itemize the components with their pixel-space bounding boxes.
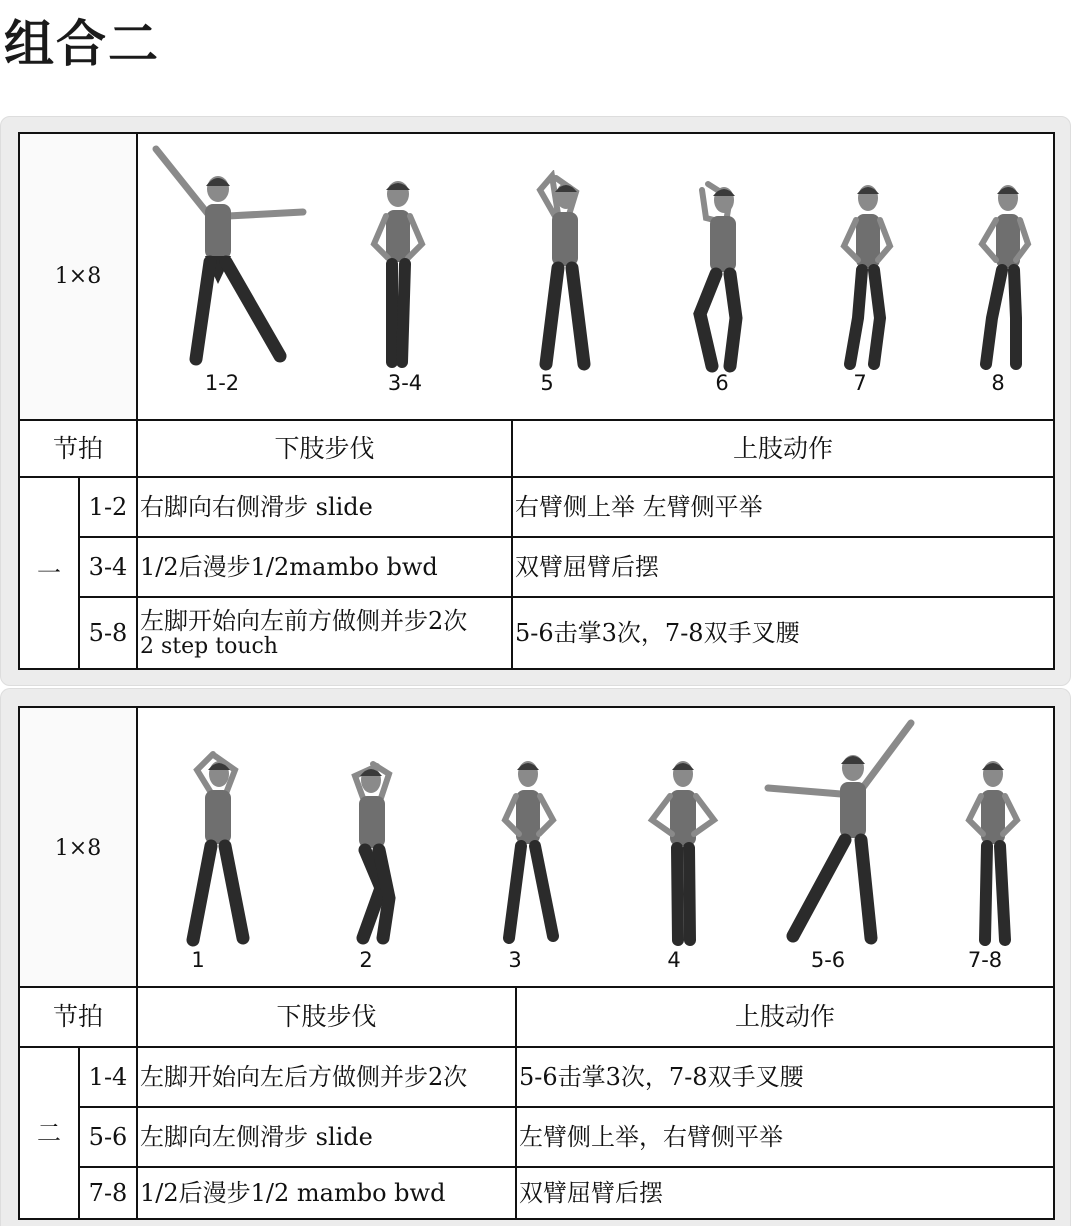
dancer-figure — [518, 170, 608, 374]
upper-limb-cell: 双臂屈臂后摆 — [512, 537, 1054, 597]
dancer-figure — [678, 178, 758, 374]
figure-beat-label: 3-4 — [387, 371, 423, 395]
figure-beat-label: 3 — [508, 948, 522, 972]
upper-limb-cell: 左臂侧上举，右臂侧平举 — [516, 1107, 1054, 1167]
beat-cell: 5-8 — [79, 597, 137, 669]
beat-header: 节拍 — [19, 987, 137, 1047]
photo-row — [18, 132, 1055, 421]
upper-limb-header: 上肢动作 — [512, 420, 1054, 477]
dancer-figure — [953, 754, 1033, 948]
combination-card-1 — [0, 116, 1071, 686]
steps-table — [18, 419, 1055, 670]
lower-limb-cell: 1/2后漫步1/2 mambo bwd — [137, 1167, 516, 1219]
lower-limb-cell: 右脚向右侧滑步 slide — [137, 477, 512, 537]
combination-card-2 — [0, 688, 1071, 1226]
table-row — [19, 1167, 1054, 1219]
upper-limb-cell: 5-6击掌3次，7-8双手叉腰 — [512, 597, 1054, 669]
photo-row — [18, 706, 1055, 990]
beat-cell: 1-2 — [79, 477, 137, 537]
steps-table — [18, 986, 1055, 1220]
lower-limb-cell: 1/2后漫步1/2mambo bwd — [137, 537, 512, 597]
figure-beat-label: 8 — [991, 371, 1005, 395]
lower-limb-header: 下肢步伐 — [137, 987, 516, 1047]
lower-limb-text: 左脚开始向左前方做侧并步2次 — [140, 607, 468, 635]
lower-limb-subtext: 2 step touch — [140, 634, 278, 659]
figure-beat-label: 7 — [853, 371, 867, 395]
figure-beat-label: 2 — [359, 948, 373, 972]
table-row — [19, 597, 1054, 669]
dancer-figure — [638, 754, 728, 948]
figure-beat-label: 6 — [715, 371, 729, 395]
table-header-row — [19, 420, 1054, 477]
dance-figures — [138, 708, 1053, 988]
figure-beat-label: 5 — [540, 371, 554, 395]
dancer-figure — [483, 754, 573, 948]
dancer-figure — [828, 178, 908, 374]
beat-header: 节拍 — [19, 420, 137, 477]
beat-cell: 5-6 — [79, 1107, 137, 1167]
beat-cell: 1-4 — [79, 1047, 137, 1107]
section-label: 一 — [19, 477, 79, 669]
dancer-figure — [148, 144, 308, 369]
lower-limb-cell — [137, 597, 512, 669]
upper-limb-cell: 右臂侧上举 左臂侧平举 — [512, 477, 1054, 537]
lower-limb-cell: 左脚开始向左后方做侧并步2次 — [137, 1047, 516, 1107]
beat-cell: 3-4 — [79, 537, 137, 597]
upper-limb-cell: 5-6击掌3次，7-8双手叉腰 — [516, 1047, 1054, 1107]
dancer-figure — [763, 718, 923, 948]
dancer-figure — [968, 178, 1048, 374]
table-row — [19, 1107, 1054, 1167]
figure-beat-label: 1 — [191, 948, 205, 972]
beats-count-cell: 1×8 — [20, 134, 138, 419]
table-header-row — [19, 987, 1054, 1047]
dancer-figure — [333, 758, 413, 948]
dancer-figure — [173, 748, 263, 948]
upper-limb-header: 上肢动作 — [516, 987, 1054, 1047]
table-row — [19, 1047, 1054, 1107]
beats-count-cell: 1×8 — [20, 708, 138, 988]
dancer-figure — [358, 174, 438, 374]
lower-limb-header: 下肢步伐 — [137, 420, 512, 477]
figure-beat-label: 1-2 — [204, 371, 240, 395]
section-label: 二 — [19, 1047, 79, 1219]
lower-limb-cell: 左脚向左侧滑步 slide — [137, 1107, 516, 1167]
table-row — [19, 537, 1054, 597]
upper-limb-cell: 双臂屈臂后摆 — [516, 1167, 1054, 1219]
page-title: 组合二 — [4, 15, 160, 73]
figure-beat-label: 4 — [667, 948, 681, 972]
figure-beat-label: 5-6 — [810, 948, 846, 972]
table-row — [19, 477, 1054, 537]
dance-figures — [138, 134, 1053, 419]
beat-cell: 7-8 — [79, 1167, 137, 1219]
figure-beat-label: 7-8 — [967, 948, 1003, 972]
